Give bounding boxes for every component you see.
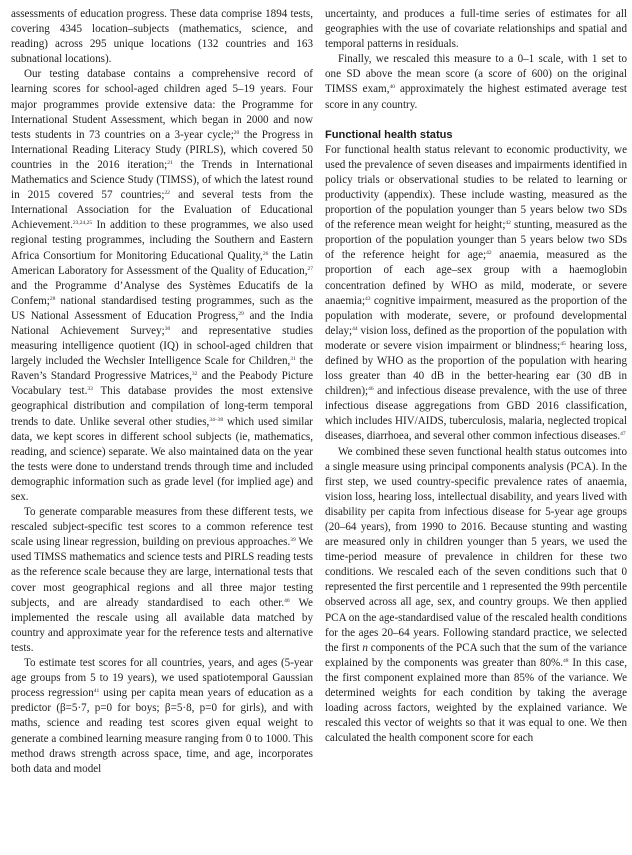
section-heading: Functional health status bbox=[325, 128, 453, 141]
citation-ref: 20 bbox=[233, 129, 240, 136]
citation-ref: 42 bbox=[486, 250, 492, 257]
paragraph: For functional health status relevant to economic productivity, we used the prevalence of seven diseases and impairments identified in policy trials or observational studies to be related to learning or productivity (appendix). These include wasting, measured as the proportion of the population younger than 5 years below two SDs of the reference mean weight for height;$^{42}$ stunting, measured as the proportion of the population younger than 5 years below two SDs of the reference height for age;$^{42}$ anaemia, measured as the proportion of each age–sex group with a haemoglobin concentration defined by WHO as mild, moderate, or severe anaemia;$^{43}$ cognitive impairment, measured as the proportion of the population with moderate, severe, or profound developmental delay;$^{44}$ vision loss, defined as the proportion of the population with moderate or severe vision impairment or blindness;$^{45}$ hearing loss, defined by WHO as the proportion of the population with hearing loss greater than 40 dB in the better-hearing ear (30 dB in children);$^{46}$ and infectious disease prevalence, with the use of three infectious disease aggregations from GBD 2016 classification, which includes HIV/AIDS, tuberculosis, malaria, neglected tropical diseases, diarrhoea, and several other common infectious diseases.$^{47}$ bbox=[325, 143, 627, 443]
paragraph: We combined these seven functional health status outcomes into a single measure using principal components analysis (PCA). In the first step, we used country-specific prevalence rates of anaemia, vision loss, hearing loss, intellectual disability, and years lived with disability per capita from infectious disease for 5-year age groups (20–64 years), from 1990 to 2016. Because stunting and wasting are measured only in children younger than 5 years, we used the time-period measure of prevalence in children for these two conditions. We rescaled each of the seven conditions such that 0 represented the first percentile and 1 represented the 99th percentile observed across all age, sex, and country groups. We then applied PCA on the age-standardised value of the rescaled health conditions for the ages 20–64 years. Following standard practice, we selected the first n components of the PCA such that the sum of the variance explained by the components was greater than 80%.$^{48}$ In this case, the first component explained more than 85% of the variance. We determined weights for each condition by taking the average loading across factors, weighted by the explained variance. We rescaled this vector of weights so that it was equal to one. We then calculated the health component score for each bbox=[325, 445, 627, 745]
citation-ref: 26 bbox=[262, 250, 269, 257]
citation-ref: 42 bbox=[505, 220, 511, 227]
citation-ref: 46 bbox=[368, 386, 374, 393]
citation-ref: 34–38 bbox=[209, 416, 224, 423]
paragraph: Finally, we rescaled this measure to a 0–1 scale, with 1 set to one SD above the mean score (a score of 600) on the original TIMSS exam,$^{40}$ approximately the highest estimated average test score in any country. bbox=[325, 53, 627, 111]
paragraph: To generate comparable measures from these different tests, we rescaled subject-specific test scores to a common reference test scale using linear regression, building on previous approaches.$^{39}$ We used TIMSS mathematics and science tests and PIRLS reading tests as the reference scale because they are large, international tests that cover most geographical regions and all three major testing subjects, and are already standardised to each other.$^{40}$ We implemented the rescale using all available data matched by country and approximate year for the reference tests and alternative tests. bbox=[11, 506, 313, 654]
citation-ref: 22 bbox=[164, 190, 170, 197]
citation-ref: 23,24,25 bbox=[72, 220, 93, 227]
citation-ref: 41 bbox=[93, 688, 100, 695]
right-column bbox=[325, 7, 627, 746]
left-column bbox=[11, 7, 313, 777]
citation-ref: 43 bbox=[365, 295, 371, 302]
citation-ref: 48 bbox=[563, 657, 569, 664]
citation-ref: 31 bbox=[290, 356, 296, 363]
citation-ref: 27 bbox=[307, 265, 313, 272]
paragraph: Our testing database contains a comprehensive record of learning scores for school-aged children aged 5–19 years. Four major programmes provide extensive data: the Programme for International Student Assessment, which began in 2000 and now tests students in 73 countries on a 3-year cycle;$^{20}$ the Progress in International Reading Literacy Study (PIRLS), which covered 50 countries in the 2016 iteration;$^{21}$ the Trends in International Mathematics and Science Study (TIMSS), of which the latest round in 2015 covered 57 countries;$^{22}$ and several tests from the International Association for the Evaluation of Educational Achievement.$^{23,24,25}$ In addition to these programmes, we also used regional testing programmes, including the Southern and Eastern Africa Consortium for Monitoring Educational Quality,$^{26}$ the Latin American Laboratory for Assessment of the Quality of Education,$^{27}$ and the Programme d’Analyse des Systèmes Educatifs de la Confem;$^{28}$ national standardised testing programmes, such as the US National Assessment of Education Progress,$^{29}$ and the India National Achievement Survey;$^{30}$ and representative studies measuring intelligence quotient (IQ) in school-aged children that largely included the Wechsler Intelligence Scale for Children,$^{31}$ the Raven’s Standard Progressive Matrices,$^{32}$ and the Peabody Picture Vocabulary test.$^{33}$ This database provides the most extensive geographical distribution and compilation of long-term temporal trends to date. Unlike several other studies,$^{34-38}$ which used similar data, we kept scores in different school subjects (ie, mathematics, reading, and science) separate. We also maintained data on the year the tests were done to understand trends through time and included demographic information such as grade level (for implied age) and sex. bbox=[11, 68, 314, 503]
citation-ref: 32 bbox=[191, 371, 198, 378]
citation-ref: 28 bbox=[49, 295, 56, 302]
citation-ref: 40 bbox=[284, 597, 290, 604]
italic-text: n bbox=[362, 641, 368, 654]
paragraph: To estimate test scores for all countries, years, and ages (5-year age groups from 5 to 19 years), we used spatiotemporal Gaussian process regression$^{41}$ using per capita mean years of education as a predictor (β=5·7, p=0 for boys; β=5·8, p=0 for girls), and with maths, science and reading test scores given equal weight to generate a combined learning measure ranging from 0 to 1000. This method draws strength across space, time, and age, incorporates both data and model bbox=[11, 657, 313, 775]
paragraph: uncertainty, and produces a full-time series of estimates for all geographies with the use of covariate relationships and spatial and temporal patterns in residuals. bbox=[325, 8, 627, 51]
paragraph: assessments of education progress. These data comprise 1894 tests, covering 4345 location–subjects (mathematics, science, and reading) across 295 unique locations (132 countries and 163 subnational locations). bbox=[11, 8, 313, 66]
citation-ref: 39 bbox=[290, 537, 296, 544]
citation-ref: 21 bbox=[167, 159, 173, 166]
citation-ref: 29 bbox=[238, 310, 244, 317]
citation-ref: 44 bbox=[352, 325, 358, 332]
citation-ref: 33 bbox=[87, 386, 93, 393]
citation-ref: 45 bbox=[560, 340, 566, 347]
citation-ref: 40 bbox=[389, 84, 395, 91]
citation-ref: 30 bbox=[164, 325, 171, 332]
citation-ref: 47 bbox=[620, 431, 626, 438]
